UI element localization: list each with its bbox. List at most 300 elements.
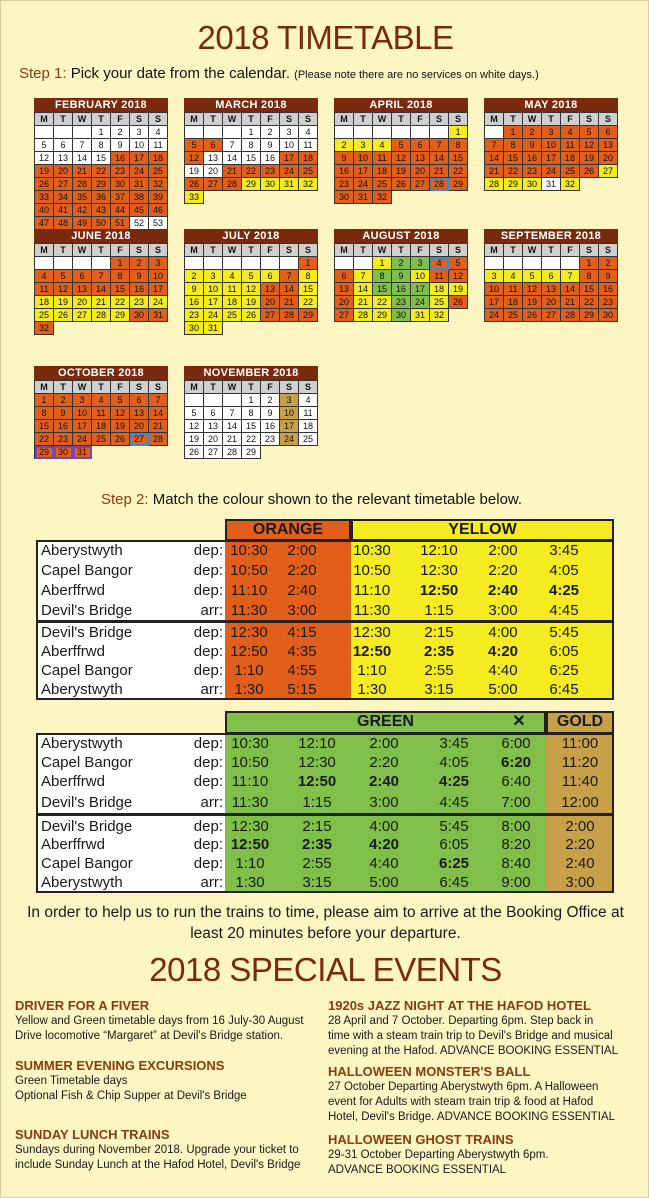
weekday-header: T <box>92 113 111 126</box>
calendar-day: 21 <box>223 433 242 446</box>
calendar-day: 16 <box>599 283 618 296</box>
month-grid <box>34 380 168 459</box>
calendar-month <box>184 366 318 459</box>
time-cell: 12:30 <box>230 624 268 641</box>
time-cell: 10:30 <box>353 542 391 559</box>
time-cell: 2:40 <box>287 582 317 599</box>
time-cell: 2:15 <box>302 818 332 835</box>
calendar-day: 13 <box>542 283 561 296</box>
calendar-day: 27 <box>204 178 223 191</box>
green-header: GREEN <box>357 713 414 730</box>
time-cell: 11:10 <box>231 773 269 790</box>
calendar-day: 15 <box>299 283 318 296</box>
dep-arr-label: dep: <box>193 582 223 599</box>
event-text: include Sunday Lunch at the Hafod Hotel, Devil's Bridge <box>15 1159 301 1171</box>
calendar-month <box>484 98 618 191</box>
calendar-day: 12 <box>523 283 542 296</box>
calendar-day: 1 <box>580 257 599 270</box>
weekday-header: S <box>449 113 468 126</box>
empty-cell <box>485 126 504 139</box>
empty-cell <box>185 126 204 139</box>
time-cell: 3:00 <box>488 602 518 619</box>
calendar-day: 11 <box>373 152 392 165</box>
time-cell: 6:20 <box>500 754 532 771</box>
calendar-day: 21 <box>354 296 373 309</box>
calendar-day: 22 <box>449 165 468 178</box>
month-grid <box>484 243 618 322</box>
calendar-day: 10 <box>280 407 299 420</box>
calendar-day: 13 <box>261 283 280 296</box>
calendar-day: 12 <box>54 283 73 296</box>
calendar-day: 29 <box>111 309 130 322</box>
calendar-day: 20 <box>261 296 280 309</box>
weekday-header: S <box>299 381 318 394</box>
calendar-day: 17 <box>149 283 168 296</box>
time-cell: 3:00 <box>287 602 317 619</box>
month-header: NOVEMBER 2018 <box>184 366 318 380</box>
calendar-day: 24 <box>73 433 92 446</box>
calendar-day: 25 <box>430 296 449 309</box>
calendar-day: 25 <box>35 309 54 322</box>
calendar-day: 29 <box>373 309 392 322</box>
calendar-day: 8 <box>373 270 392 283</box>
calendar-day: 44 <box>111 204 130 217</box>
time-cell: 12:30 <box>353 624 391 641</box>
calendar-day: 23 <box>130 296 149 309</box>
calendar-day: 3 <box>411 257 430 270</box>
month-grid <box>184 112 318 204</box>
event-text: 27 October Departing Aberystwyth 6pm. A Halloween <box>328 1081 599 1093</box>
weekday-header: S <box>280 381 299 394</box>
time-cell: 4:05 <box>549 562 579 579</box>
weekday-header: S <box>430 113 449 126</box>
calendar-day: 10 <box>354 152 373 165</box>
time-cell: 1:10 <box>234 662 264 679</box>
weekday-header: S <box>599 113 618 126</box>
calendar-month <box>34 366 168 459</box>
calendar-day: 26 <box>185 446 204 459</box>
weekday-header: W <box>523 244 542 257</box>
time-cell: 12:50 <box>297 773 337 790</box>
calendar-day: 25 <box>504 309 523 322</box>
time-cell: 1:15 <box>424 602 454 619</box>
empty-cell <box>204 257 223 270</box>
calendar-day: 19 <box>392 165 411 178</box>
time-cell: 10:50 <box>353 562 391 579</box>
calendar-day: 29 <box>449 178 468 191</box>
calendar-day: 1 <box>92 126 111 139</box>
time-cell: 3:15 <box>424 681 454 698</box>
calendar-day: 28 <box>149 433 168 446</box>
dep-arr-label: arr: <box>200 874 223 891</box>
calendar-day: 21 <box>485 165 504 178</box>
empty-cell <box>35 257 54 270</box>
calendar-day: 13 <box>335 283 354 296</box>
calendar-day: 9 <box>54 407 73 420</box>
time-cell: 5:00 <box>488 681 518 698</box>
calendar-day: 34 <box>54 191 73 204</box>
calendar-day: 2 <box>261 394 280 407</box>
weekday-header: S <box>130 381 149 394</box>
calendar-day: 4 <box>299 394 318 407</box>
calendar-day: 5 <box>54 270 73 283</box>
time-cell: 2:20 <box>287 562 317 579</box>
calendar-day: 6 <box>542 270 561 283</box>
event-text: evening at the Hafod. ADVANCE BOOKING ESSENTIAL <box>328 1045 618 1057</box>
calendar-day: 26 <box>242 309 261 322</box>
time-cell: 10:30 <box>231 735 269 752</box>
calendar-day: 5 <box>523 270 542 283</box>
event-driver-for-a-fiver <box>15 997 325 1044</box>
time-cell: 4:40 <box>488 662 518 679</box>
calendar-day: 10 <box>149 270 168 283</box>
step1-label: Step 1: <box>19 65 67 82</box>
calendar-day: 12 <box>449 270 468 283</box>
table1-divider <box>36 620 614 623</box>
calendar-day: 26 <box>449 296 468 309</box>
calendar-day: 18 <box>92 420 111 433</box>
time-cell: 6:25 <box>549 662 579 679</box>
time-cell: 11:20 <box>561 754 599 771</box>
calendar-day: 12 <box>242 283 261 296</box>
table2-divider <box>36 813 614 816</box>
time-cell: 4:20 <box>368 836 400 853</box>
calendar-day: 6 <box>54 139 73 152</box>
time-cell: 10:30 <box>230 542 268 559</box>
weekday-header: M <box>185 113 204 126</box>
calendar-day: 5 <box>111 394 130 407</box>
calendar-day: 6 <box>73 270 92 283</box>
calendar-day: 3 <box>73 394 92 407</box>
weekday-header: F <box>411 113 430 126</box>
dep-arr-label: dep: <box>193 754 223 771</box>
calendar-day: 1 <box>504 126 523 139</box>
calendar-day: 13 <box>130 407 149 420</box>
time-cell: 2:35 <box>301 836 333 853</box>
time-cell: 12:30 <box>420 562 458 579</box>
calendar-day: 27 <box>73 309 92 322</box>
calendar-day: 28 <box>561 309 580 322</box>
calendar-day: 8 <box>504 139 523 152</box>
calendar-day: 23 <box>185 309 204 322</box>
calendar-day: 16 <box>185 296 204 309</box>
calendar-day: 32 <box>149 178 168 191</box>
calendar-day: 6 <box>261 270 280 283</box>
time-cell: 3:00 <box>369 794 399 811</box>
calendar-day: 25 <box>299 433 318 446</box>
calendar-day: 5 <box>392 139 411 152</box>
calendar-day: 1 <box>242 394 261 407</box>
calendar-day: 20 <box>204 165 223 178</box>
calendar-day: 17 <box>73 420 92 433</box>
orange-header: ORANGE <box>252 521 324 538</box>
calendar-day: 38 <box>130 191 149 204</box>
time-cell: 2:40 <box>565 855 595 872</box>
calendar-day: 28 <box>430 178 449 191</box>
calendar-day: 30 <box>335 191 354 204</box>
calendar-day: 22 <box>242 165 261 178</box>
cross-icon: ✕ <box>512 713 526 730</box>
dep-arr-label: dep: <box>193 542 223 559</box>
calendar-day: 28 <box>280 309 299 322</box>
weekday-header: S <box>599 244 618 257</box>
calendar-day: 2 <box>392 257 411 270</box>
calendar-day: 32 <box>299 178 318 191</box>
calendar-day: 22 <box>504 165 523 178</box>
weekday-header: F <box>261 113 280 126</box>
event-monsters-ball <box>328 1063 638 1125</box>
step2-text: Match the colour shown to the relevant timetable below. <box>152 491 523 508</box>
calendar-day: 41 <box>54 204 73 217</box>
event-title: SUMMER EVENING EXCURSIONS <box>15 1058 225 1073</box>
weekday-header: T <box>54 113 73 126</box>
calendar-day: 30 <box>392 309 411 322</box>
calendar-day: 47 <box>35 217 54 230</box>
time-cell: 5:45 <box>439 818 469 835</box>
calendar-day: 11 <box>299 407 318 420</box>
weekday-header: T <box>54 381 73 394</box>
calendar-day: 49 <box>73 217 92 230</box>
calendar-day: 29 <box>504 178 523 191</box>
time-cell: 4:00 <box>488 624 518 641</box>
weekday-header: M <box>485 113 504 126</box>
calendar-day: 3 <box>130 126 149 139</box>
calendar-day: 24 <box>411 296 430 309</box>
event-text: 29-31 October Departing Aberystwyth 6pm. <box>328 1149 549 1161</box>
calendar-day: 15 <box>111 283 130 296</box>
calendar-day: 13 <box>599 139 618 152</box>
weekday-header: F <box>561 244 580 257</box>
calendar-day: 13 <box>411 152 430 165</box>
calendar-day: 23 <box>54 433 73 446</box>
month-header: MAY 2018 <box>484 98 618 112</box>
month-grid <box>484 112 618 191</box>
calendar-day: 10 <box>73 407 92 420</box>
calendar-day: 4 <box>373 139 392 152</box>
calendar-day: 1 <box>373 257 392 270</box>
station-name: Aberystwyth <box>41 874 123 891</box>
calendar-day: 16 <box>335 165 354 178</box>
weekday-header: M <box>335 113 354 126</box>
weekday-header: M <box>185 244 204 257</box>
calendar-day: 9 <box>599 270 618 283</box>
calendar-day: 20 <box>542 296 561 309</box>
calendar-day: 8 <box>242 407 261 420</box>
calendar-day: 2 <box>261 126 280 139</box>
calendar-day: 24 <box>280 433 299 446</box>
calendar-day: 22 <box>35 433 54 446</box>
calendar-day: 24 <box>204 309 223 322</box>
calendar-day: 14 <box>92 283 111 296</box>
weekday-header: S <box>149 113 168 126</box>
time-cell: 11:30 <box>353 602 391 619</box>
empty-cell <box>92 257 111 270</box>
station-name: Devil's Bridge <box>41 602 133 619</box>
time-cell: 8:40 <box>501 855 531 872</box>
calendar-day: 28 <box>223 446 242 459</box>
empty-cell <box>54 257 73 270</box>
calendar-day: 12 <box>111 407 130 420</box>
calendar-day: 23 <box>335 178 354 191</box>
calendar-day: 50 <box>92 217 111 230</box>
weekday-header: W <box>373 244 392 257</box>
calendar-day: 9 <box>523 139 542 152</box>
calendar-day: 8 <box>92 139 111 152</box>
weekday-header: S <box>130 113 149 126</box>
weekday-header: T <box>204 381 223 394</box>
time-cell: 8:00 <box>501 818 531 835</box>
empty-cell <box>73 257 92 270</box>
calendar-day: 14 <box>223 420 242 433</box>
dep-arr-label: dep: <box>193 735 223 752</box>
time-cell: 12:30 <box>298 754 336 771</box>
time-cell: 2:20 <box>565 836 595 853</box>
weekday-header: W <box>373 113 392 126</box>
empty-cell <box>223 394 242 407</box>
calendar-day: 15 <box>580 283 599 296</box>
time-cell: 4:35 <box>287 643 317 660</box>
calendar-day: 7 <box>485 139 504 152</box>
calendar-day: 12 <box>392 152 411 165</box>
time-cell: 12:50 <box>230 836 270 853</box>
calendar-day: 16 <box>54 420 73 433</box>
weekday-header: T <box>204 113 223 126</box>
calendar-day: 46 <box>149 204 168 217</box>
weekday-header: T <box>92 381 111 394</box>
calendar-month <box>184 229 318 335</box>
events-title: 2018 SPECIAL EVENTS <box>149 951 502 988</box>
time-cell: 11:30 <box>231 794 269 811</box>
calendar-day: 18 <box>504 296 523 309</box>
calendar-day: 9 <box>130 270 149 283</box>
calendar-day: 25 <box>299 165 318 178</box>
calendar-day: 31 <box>204 322 223 335</box>
calendar-day: 1 <box>242 126 261 139</box>
calendar-day: 20 <box>73 296 92 309</box>
calendar-day: 11 <box>504 283 523 296</box>
weekday-header: S <box>299 244 318 257</box>
calendar-day: 51 <box>111 217 130 230</box>
month-header: FEBRUARY 2018 <box>34 98 168 112</box>
calendar-day: 18 <box>561 152 580 165</box>
weekday-header: F <box>111 244 130 257</box>
calendar-day: 6 <box>599 126 618 139</box>
station-name: Capel Bangor <box>41 562 133 579</box>
calendar-day: 22 <box>580 296 599 309</box>
calendar-month <box>184 98 318 204</box>
event-text: Sundays during November 2018. Upgrade your ticket to <box>15 1144 299 1156</box>
time-cell: 12:50 <box>352 643 392 660</box>
calendar-day: 5 <box>185 407 204 420</box>
time-cell: 4:15 <box>287 624 317 641</box>
time-cell: 2:20 <box>369 754 399 771</box>
weekday-header: S <box>130 244 149 257</box>
dep-arr-label: dep: <box>193 624 223 641</box>
month-grid <box>184 243 318 335</box>
calendar-day: 27 <box>411 178 430 191</box>
weekday-header: T <box>242 113 261 126</box>
time-cell: 12:00 <box>561 794 599 811</box>
calendar-day: 9 <box>261 139 280 152</box>
calendar-day: 31 <box>354 191 373 204</box>
calendar-day: 10 <box>130 139 149 152</box>
calendar-day: 30 <box>599 309 618 322</box>
dep-arr-label: dep: <box>193 773 223 790</box>
weekday-header: F <box>111 113 130 126</box>
weekday-header: T <box>392 113 411 126</box>
event-sunday-lunch <box>15 1126 325 1173</box>
station-name: Aberffrwd <box>41 836 105 853</box>
calendar-day: 16 <box>261 420 280 433</box>
calendar-day: 8 <box>111 270 130 283</box>
calendar-day: 12 <box>185 420 204 433</box>
empty-cell <box>561 257 580 270</box>
calendar-day: 14 <box>280 283 299 296</box>
calendar-day: 13 <box>54 152 73 165</box>
empty-cell <box>411 126 430 139</box>
calendar-day: 18 <box>149 152 168 165</box>
calendar-day: 20 <box>411 165 430 178</box>
calendar-day: 5 <box>35 139 54 152</box>
calendar-day: 19 <box>185 433 204 446</box>
calendar-day: 25 <box>149 165 168 178</box>
empty-cell <box>73 126 92 139</box>
empty-cell <box>54 126 73 139</box>
empty-cell <box>430 126 449 139</box>
dep-arr-label: arr: <box>200 794 223 811</box>
calendar-day: 23 <box>261 433 280 446</box>
time-cell: 10:50 <box>231 754 269 771</box>
empty-cell <box>204 394 223 407</box>
calendar-day: 25 <box>561 165 580 178</box>
weekday-header: T <box>504 244 523 257</box>
weekday-header: S <box>149 244 168 257</box>
time-cell: 7:00 <box>501 794 531 811</box>
time-cell: 2:15 <box>424 624 454 641</box>
calendar-day: 18 <box>373 165 392 178</box>
calendar-day: 31 <box>411 309 430 322</box>
calendar-day: 29 <box>35 446 54 459</box>
time-cell: 2:40 <box>368 773 400 790</box>
empty-cell <box>335 257 354 270</box>
weekday-header: T <box>92 244 111 257</box>
calendar-month <box>334 229 468 322</box>
calendar-day: 6 <box>204 407 223 420</box>
calendar-day: 12 <box>580 139 599 152</box>
weekday-header: S <box>280 113 299 126</box>
time-cell: 3:15 <box>302 874 332 891</box>
calendar-day: 31 <box>149 309 168 322</box>
calendar-day: 53 <box>149 217 168 230</box>
calendar-day: 29 <box>92 178 111 191</box>
calendar-day: 22 <box>373 296 392 309</box>
weekday-header: W <box>73 113 92 126</box>
calendar-day: 30 <box>523 178 542 191</box>
calendar-day: 15 <box>449 152 468 165</box>
time-cell: 6:45 <box>439 874 469 891</box>
calendar-day: 24 <box>542 165 561 178</box>
time-cell: 4:45 <box>439 794 469 811</box>
weekday-header: F <box>261 381 280 394</box>
calendar-day: 24 <box>354 178 373 191</box>
dep-arr-label: dep: <box>193 643 223 660</box>
station-name: Capel Bangor <box>41 855 133 872</box>
calendar-day: 20 <box>204 433 223 446</box>
weekday-header: T <box>542 113 561 126</box>
calendar-day: 5 <box>580 126 599 139</box>
calendar-day: 24 <box>149 296 168 309</box>
calendar-month <box>484 229 618 322</box>
